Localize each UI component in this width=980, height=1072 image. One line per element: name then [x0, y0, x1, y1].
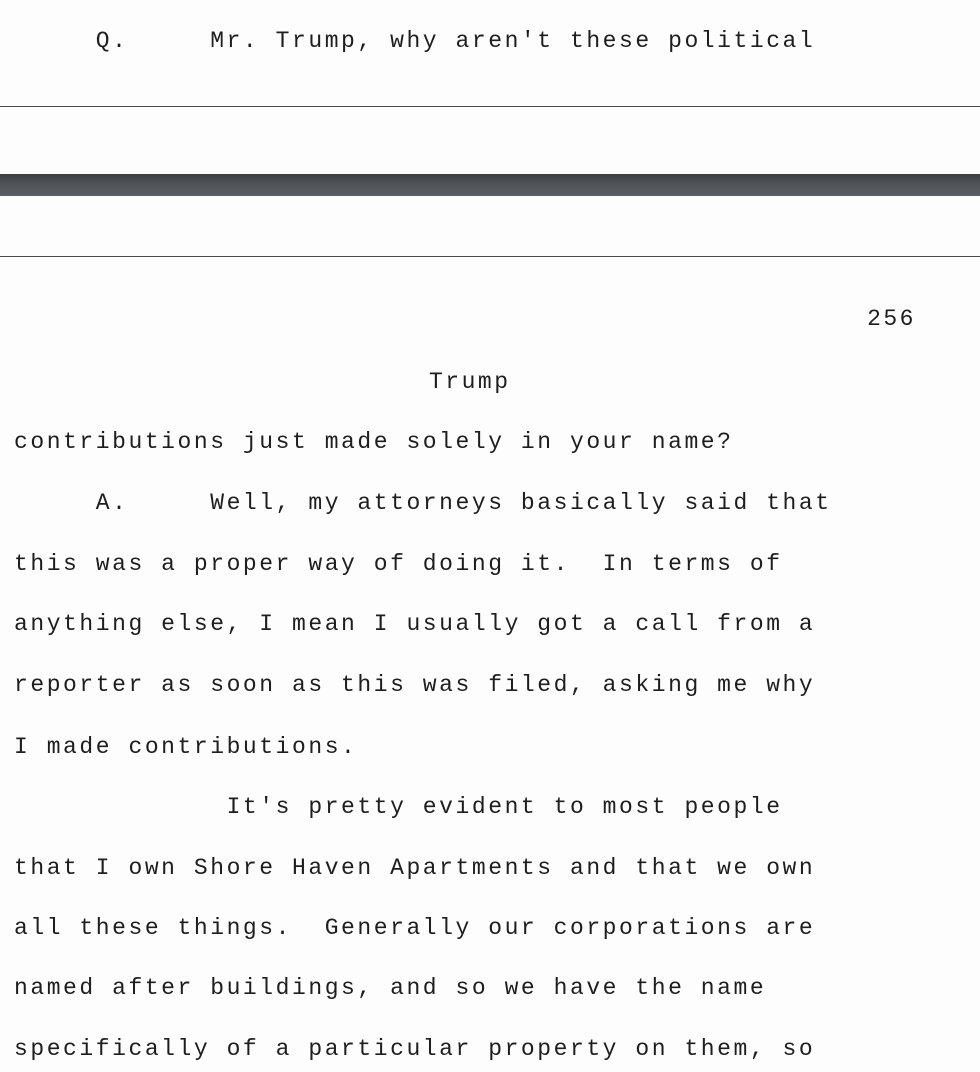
page-top-rule: [0, 256, 980, 257]
running-header: Trump: [429, 369, 511, 395]
transcript-page-top: [0, 0, 980, 174]
transcript-line: reporter as soon as this was filed, asking me why: [14, 672, 816, 698]
transcript-line: A. Well, my attorneys basically said that: [14, 490, 832, 516]
transcript-line: specifically of a particular property on them, so: [14, 1036, 816, 1062]
page-separator: [0, 174, 980, 196]
transcript-line: I made contributions.: [14, 734, 358, 760]
page-bottom-rule: [0, 106, 980, 107]
transcript-line: anything else, I mean I usually got a call from a: [14, 611, 816, 637]
transcript-line: all these things. Generally our corporations are: [14, 915, 816, 941]
question-line: Q. Mr. Trump, why aren't these political: [14, 28, 816, 54]
transcript-line: that I own Shore Haven Apartments and that we own: [14, 855, 816, 881]
transcript-line: contributions just made solely in your name?: [14, 429, 734, 455]
transcript-page-bottom: [0, 196, 980, 1072]
transcript-line: this was a proper way of doing it. In terms of: [14, 551, 783, 577]
transcript-line: It's pretty evident to most people: [14, 794, 783, 820]
page-number: 256: [867, 306, 916, 332]
transcript-line: named after buildings, and so we have the name: [14, 975, 767, 1001]
